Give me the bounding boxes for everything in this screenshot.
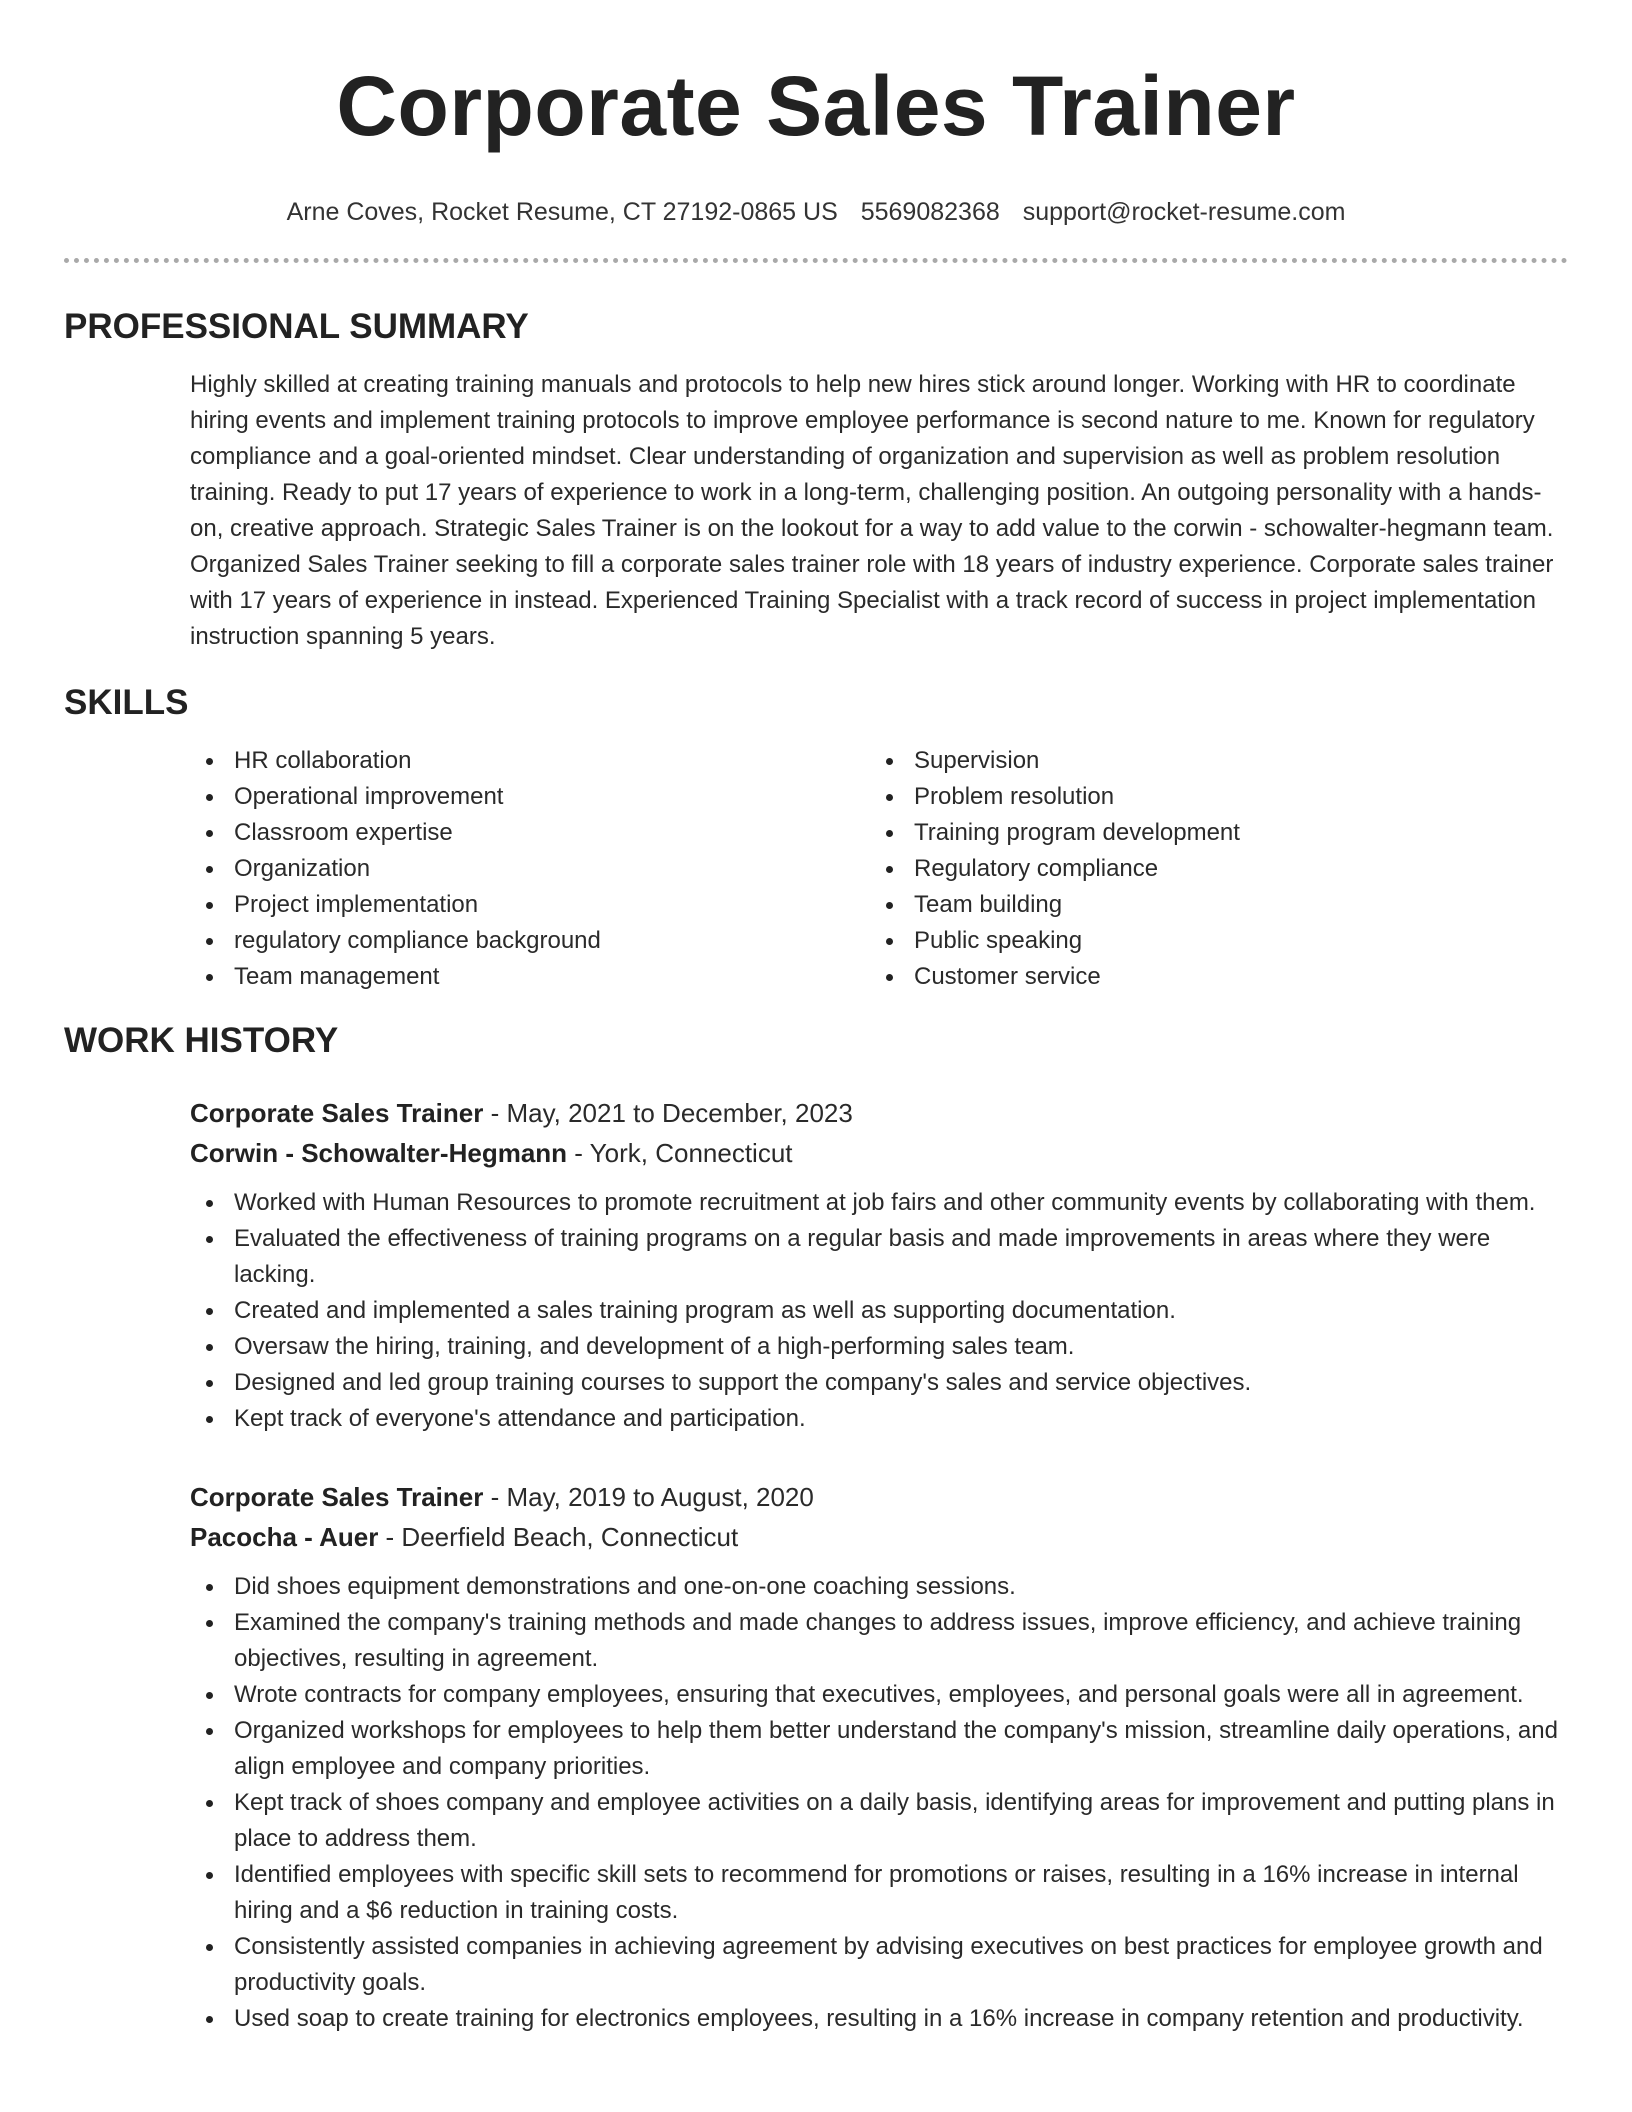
job-bullet: Identified employees with specific skill sets to recommend for promotions or raises, resulting in a 16% increase in internal hiring and a $6 reduction in training costs. bbox=[190, 1857, 1566, 1929]
skills-column-right bbox=[870, 743, 1550, 995]
job-bullet: Created and implemented a sales training program as well as supporting documentation. bbox=[190, 1293, 1566, 1329]
contact-email: support@rocket-resume.com bbox=[1022, 198, 1346, 226]
job-bullet: Worked with Human Resources to promote recruitment at job fairs and other community events by collaborating with them. bbox=[190, 1185, 1566, 1221]
job-bullet: Designed and led group training courses to support the company's sales and service objectives. bbox=[190, 1365, 1566, 1401]
job-bullet: Kept track of everyone's attendance and participation. bbox=[190, 1401, 1566, 1437]
contact-line bbox=[64, 196, 1568, 228]
job-bullets bbox=[190, 1185, 1566, 1437]
job-company-line bbox=[190, 1133, 1568, 1173]
header-divider bbox=[64, 258, 1568, 263]
job-bullet: Did shoes equipment demonstrations and one-on-one coaching sessions. bbox=[190, 1569, 1566, 1605]
skills-column-left bbox=[190, 743, 870, 995]
skill-item: HR collaboration bbox=[190, 743, 870, 779]
job-bullets bbox=[190, 1569, 1566, 2037]
contact-phone: 5569082368 bbox=[860, 198, 1000, 226]
job-bullet: Kept track of shoes company and employee activities on a daily basis, identifying areas for improvement and putting plans in place to address them. bbox=[190, 1785, 1566, 1857]
job-company: Corwin - Schowalter-Hegmann bbox=[190, 1138, 568, 1168]
skill-item: Public speaking bbox=[870, 923, 1550, 959]
job-bullet: Evaluated the effectiveness of training programs on a regular basis and made improvements in areas where they were lacking. bbox=[190, 1221, 1566, 1293]
resume-title: Corporate Sales Trainer bbox=[336, 59, 1296, 153]
job-dates: - May, 2019 to August, 2020 bbox=[483, 1482, 814, 1512]
skill-item: Organization bbox=[190, 851, 870, 887]
job-company-line bbox=[190, 1517, 1568, 1557]
contact-address: Arne Coves, Rocket Resume, CT 27192-0865 US bbox=[286, 198, 838, 226]
skill-item: Team management bbox=[190, 959, 870, 995]
job-bullet: Oversaw the hiring, training, and development of a high-performing sales team. bbox=[190, 1329, 1566, 1365]
skill-item: Customer service bbox=[870, 959, 1550, 995]
job-entry bbox=[190, 1093, 1568, 1437]
skill-item: Team building bbox=[870, 887, 1550, 923]
skill-item: Supervision bbox=[870, 743, 1550, 779]
job-entry bbox=[190, 1477, 1568, 2037]
job-role-line bbox=[190, 1093, 1568, 1133]
summary-text: Highly skilled at creating training manuals and protocols to help new hires stick around longer. Working with HR to coordinate hiring events and implement training protocols to improve employee performance is second nature to me. Known for regulatory compliance and a goal-oriented mindset. Clear understanding of organization and supervision as well as problem resolution training. Ready to put 17 years of experience to work in a long-term, challenging position. An outgoing personality with a hands-on, creative approach. Strategic Sales Trainer is on the lookout for a way to add value to the corwin - schowalter-hegmann team. Organized Sales Trainer seeking to fill a corporate sales trainer role with 18 years of industry experience. Corporate sales trainer with 17 years of experience in instead. Experienced Training Specialist with a track record of success in project implementation instruction spanning 5 years. bbox=[190, 371, 1554, 650]
job-bullet: Consistently assisted companies in achieving agreement by advising executives on best practices for employee growth and productivity goals. bbox=[190, 1929, 1566, 2001]
skill-item: Project implementation bbox=[190, 887, 870, 923]
skill-item: Classroom expertise bbox=[190, 815, 870, 851]
job-role: Corporate Sales Trainer bbox=[190, 1482, 484, 1512]
job-bullet: Examined the company's training methods and made changes to address issues, improve efficiency, and achieve training objectives, resulting in agreement. bbox=[190, 1605, 1566, 1677]
job-location: - York, Connecticut bbox=[567, 1138, 793, 1168]
skill-item: Regulatory compliance bbox=[870, 851, 1550, 887]
skills-grid bbox=[190, 743, 1568, 995]
job-role: Corporate Sales Trainer bbox=[190, 1098, 484, 1128]
job-bullet: Used soap to create training for electronics employees, resulting in a 16% increase in company retention and productivity. bbox=[190, 2001, 1566, 2037]
job-bullet: Organized workshops for employees to help them better understand the company's mission, streamline daily operations, and align employee and company priorities. bbox=[190, 1713, 1566, 1785]
job-role-line bbox=[190, 1477, 1568, 1517]
skill-item: regulatory compliance background bbox=[190, 923, 870, 959]
job-bullet: Wrote contracts for company employees, ensuring that executives, employees, and personal goals were all in agreement. bbox=[190, 1677, 1566, 1713]
job-company: Pacocha - Auer bbox=[190, 1522, 379, 1552]
summary-heading: PROFESSIONAL SUMMARY bbox=[64, 307, 529, 346]
work-history-heading: WORK HISTORY bbox=[64, 1021, 339, 1060]
skills-heading: SKILLS bbox=[64, 683, 189, 722]
job-location: - Deerfield Beach, Connecticut bbox=[378, 1522, 739, 1552]
job-dates: - May, 2021 to December, 2023 bbox=[483, 1098, 853, 1128]
skill-item: Operational improvement bbox=[190, 779, 870, 815]
skill-item: Problem resolution bbox=[870, 779, 1550, 815]
skill-item: Training program development bbox=[870, 815, 1550, 851]
